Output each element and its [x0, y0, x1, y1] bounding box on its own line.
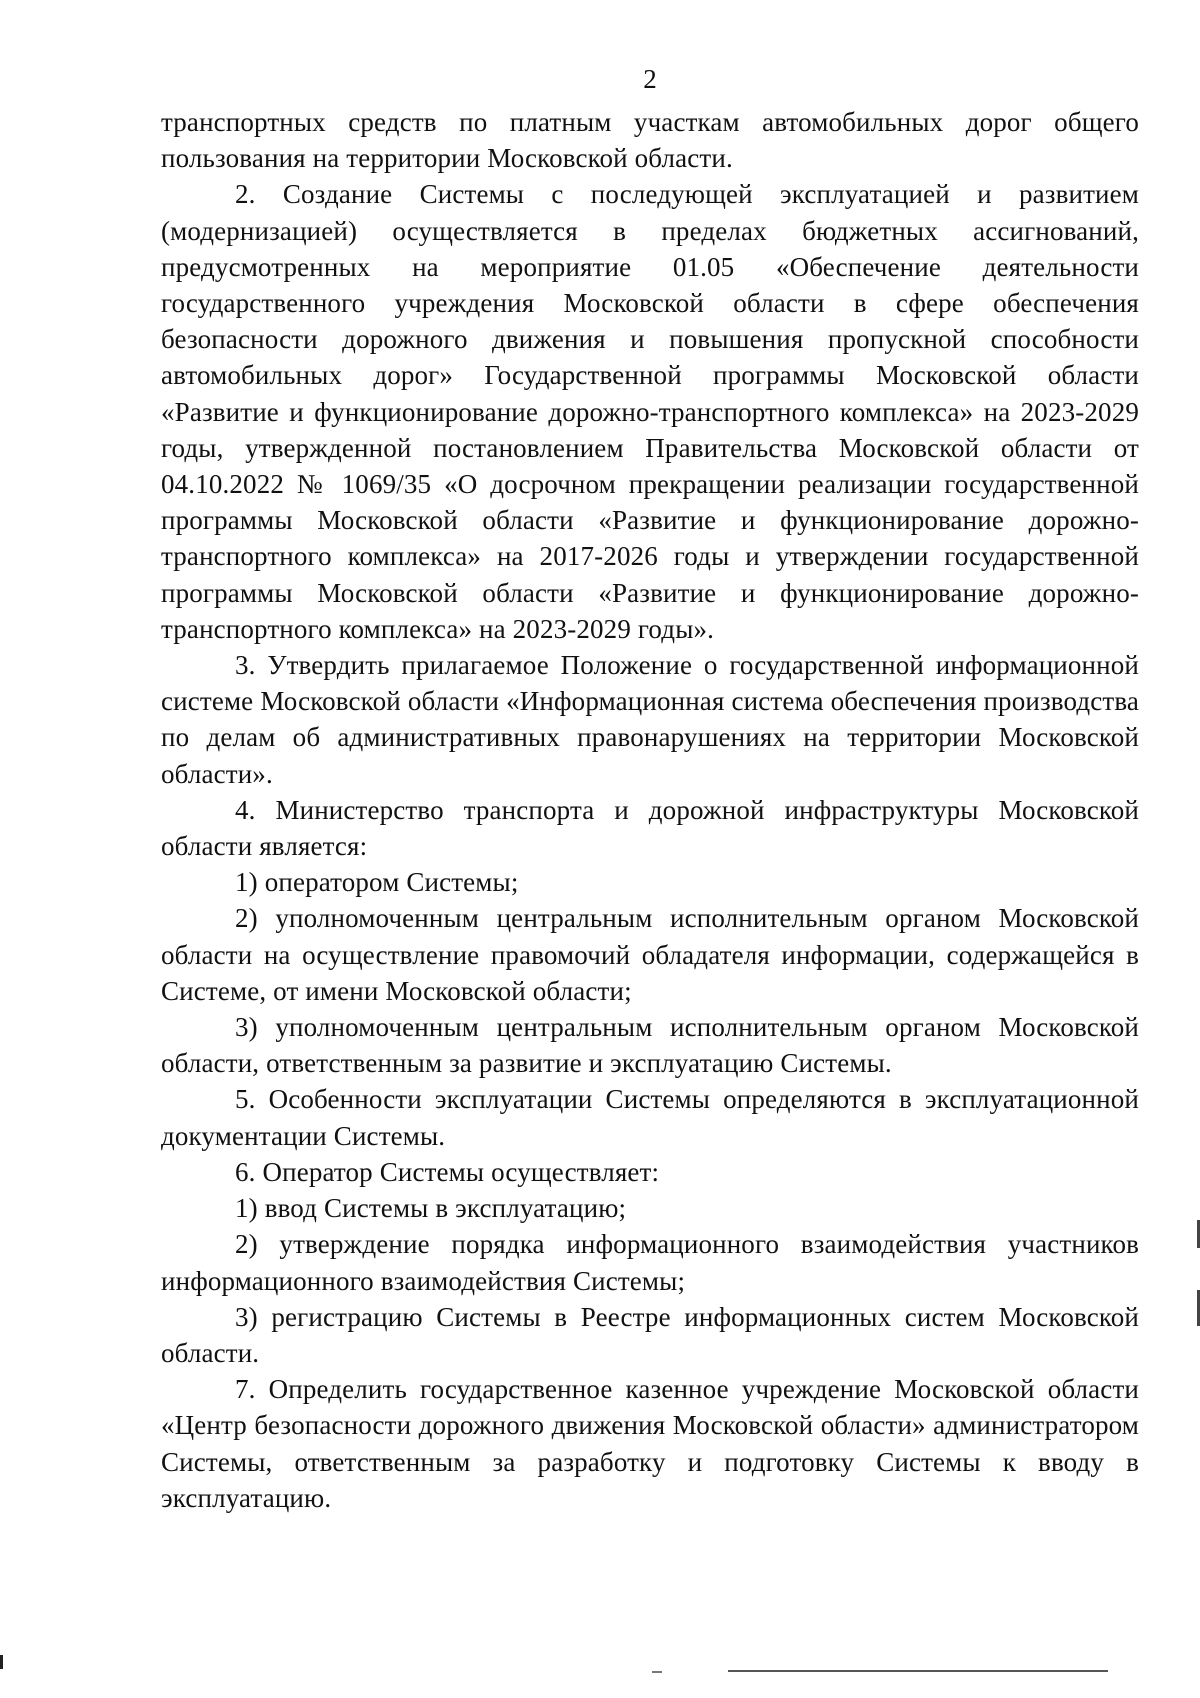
page-number: 2 — [643, 64, 657, 94]
scan-artifact-left — [0, 1655, 3, 1669]
scan-artifact-bottom-line — [728, 1670, 1108, 1672]
paragraph-item-6: 6. Оператор Системы осуществляет: — [235, 1156, 660, 1187]
paragraph-item-3: 3. Утвердить прилагаемое Положение о государственной информационной системе Московской области «Информационная система обеспечения производства по делам об административных правонарушениях на территории Московской области». — [161, 650, 1139, 789]
scan-artifact-bottom-dash — [652, 1671, 662, 1673]
paragraph-item-4-1: 1) оператором Системы; — [235, 867, 519, 898]
paragraph-continuation: транспортных средств по платным участкам автомобильных дорог общего пользования на территории Московской области. — [161, 107, 1139, 174]
document-body — [161, 104, 1139, 1516]
paragraph-item-5: 5. Особенности эксплуатации Системы определяются в эксплуатационной документации Системы. — [161, 1084, 1139, 1151]
paragraph-item-4-2: 2) уполномоченным центральным исполнительным органом Московской области на осуществление правомочий обладателя информации, содержащейся в Системе, от имени Московской области; — [161, 903, 1139, 1006]
paragraph-item-2: 2. Создание Системы с последующей эксплуатацией и развитием (модернизацией) осуществляется в пределах бюджетных ассигнований, предусмотренных на мероприятие 01.05 «Обеспечение деятельности государственного учреждения Московской области в сфере обеспечения безопасности дорожного движения и повышения пропускной способности автомобильных дорог» Государственной программы Московской области «Развитие и функционирование дорожно-транспортного комплекса» на 2023-2029 годы, утвержденной постановлением Правительства Московской области от 04.10.2022 № 1069/35 «О досрочном прекращении реализации государственной программы Московской области «Развитие и функционирование дорожно-транспортного комплекса» на 2017-2026 годы и утверждении государственной программы Московской области «Развитие и функционирование дорожно-транспортного комплекса» на 2023-2029 годы». — [161, 179, 1139, 644]
paragraph-item-6-1: 1) ввод Системы в эксплуатацию; — [235, 1193, 627, 1224]
paragraph-item-6-3: 3) регистрацию Системы в Реестре информационных систем Московской области. — [161, 1301, 1139, 1368]
paragraph-item-6-2: 2) утверждение порядка информационного взаимодействия участников информационного взаимодействия Системы; — [161, 1229, 1139, 1296]
paragraph-item-4: 4. Министерство транспорта и дорожной инфраструктуры Московской области является: — [161, 794, 1139, 862]
paragraph-item-7: 7. Определить государственное казенное учреждение Московской области «Центр безопасности дорожного движения Московской области» администратором Системы, ответственным за разработку и подготовку Системы к вводу в эксплуатацию. — [161, 1374, 1139, 1513]
paragraph-item-4-3: 3) уполномоченным центральным исполнительным органом Московской области, ответственным за развитие и эксплуатацию Системы. — [161, 1012, 1139, 1079]
